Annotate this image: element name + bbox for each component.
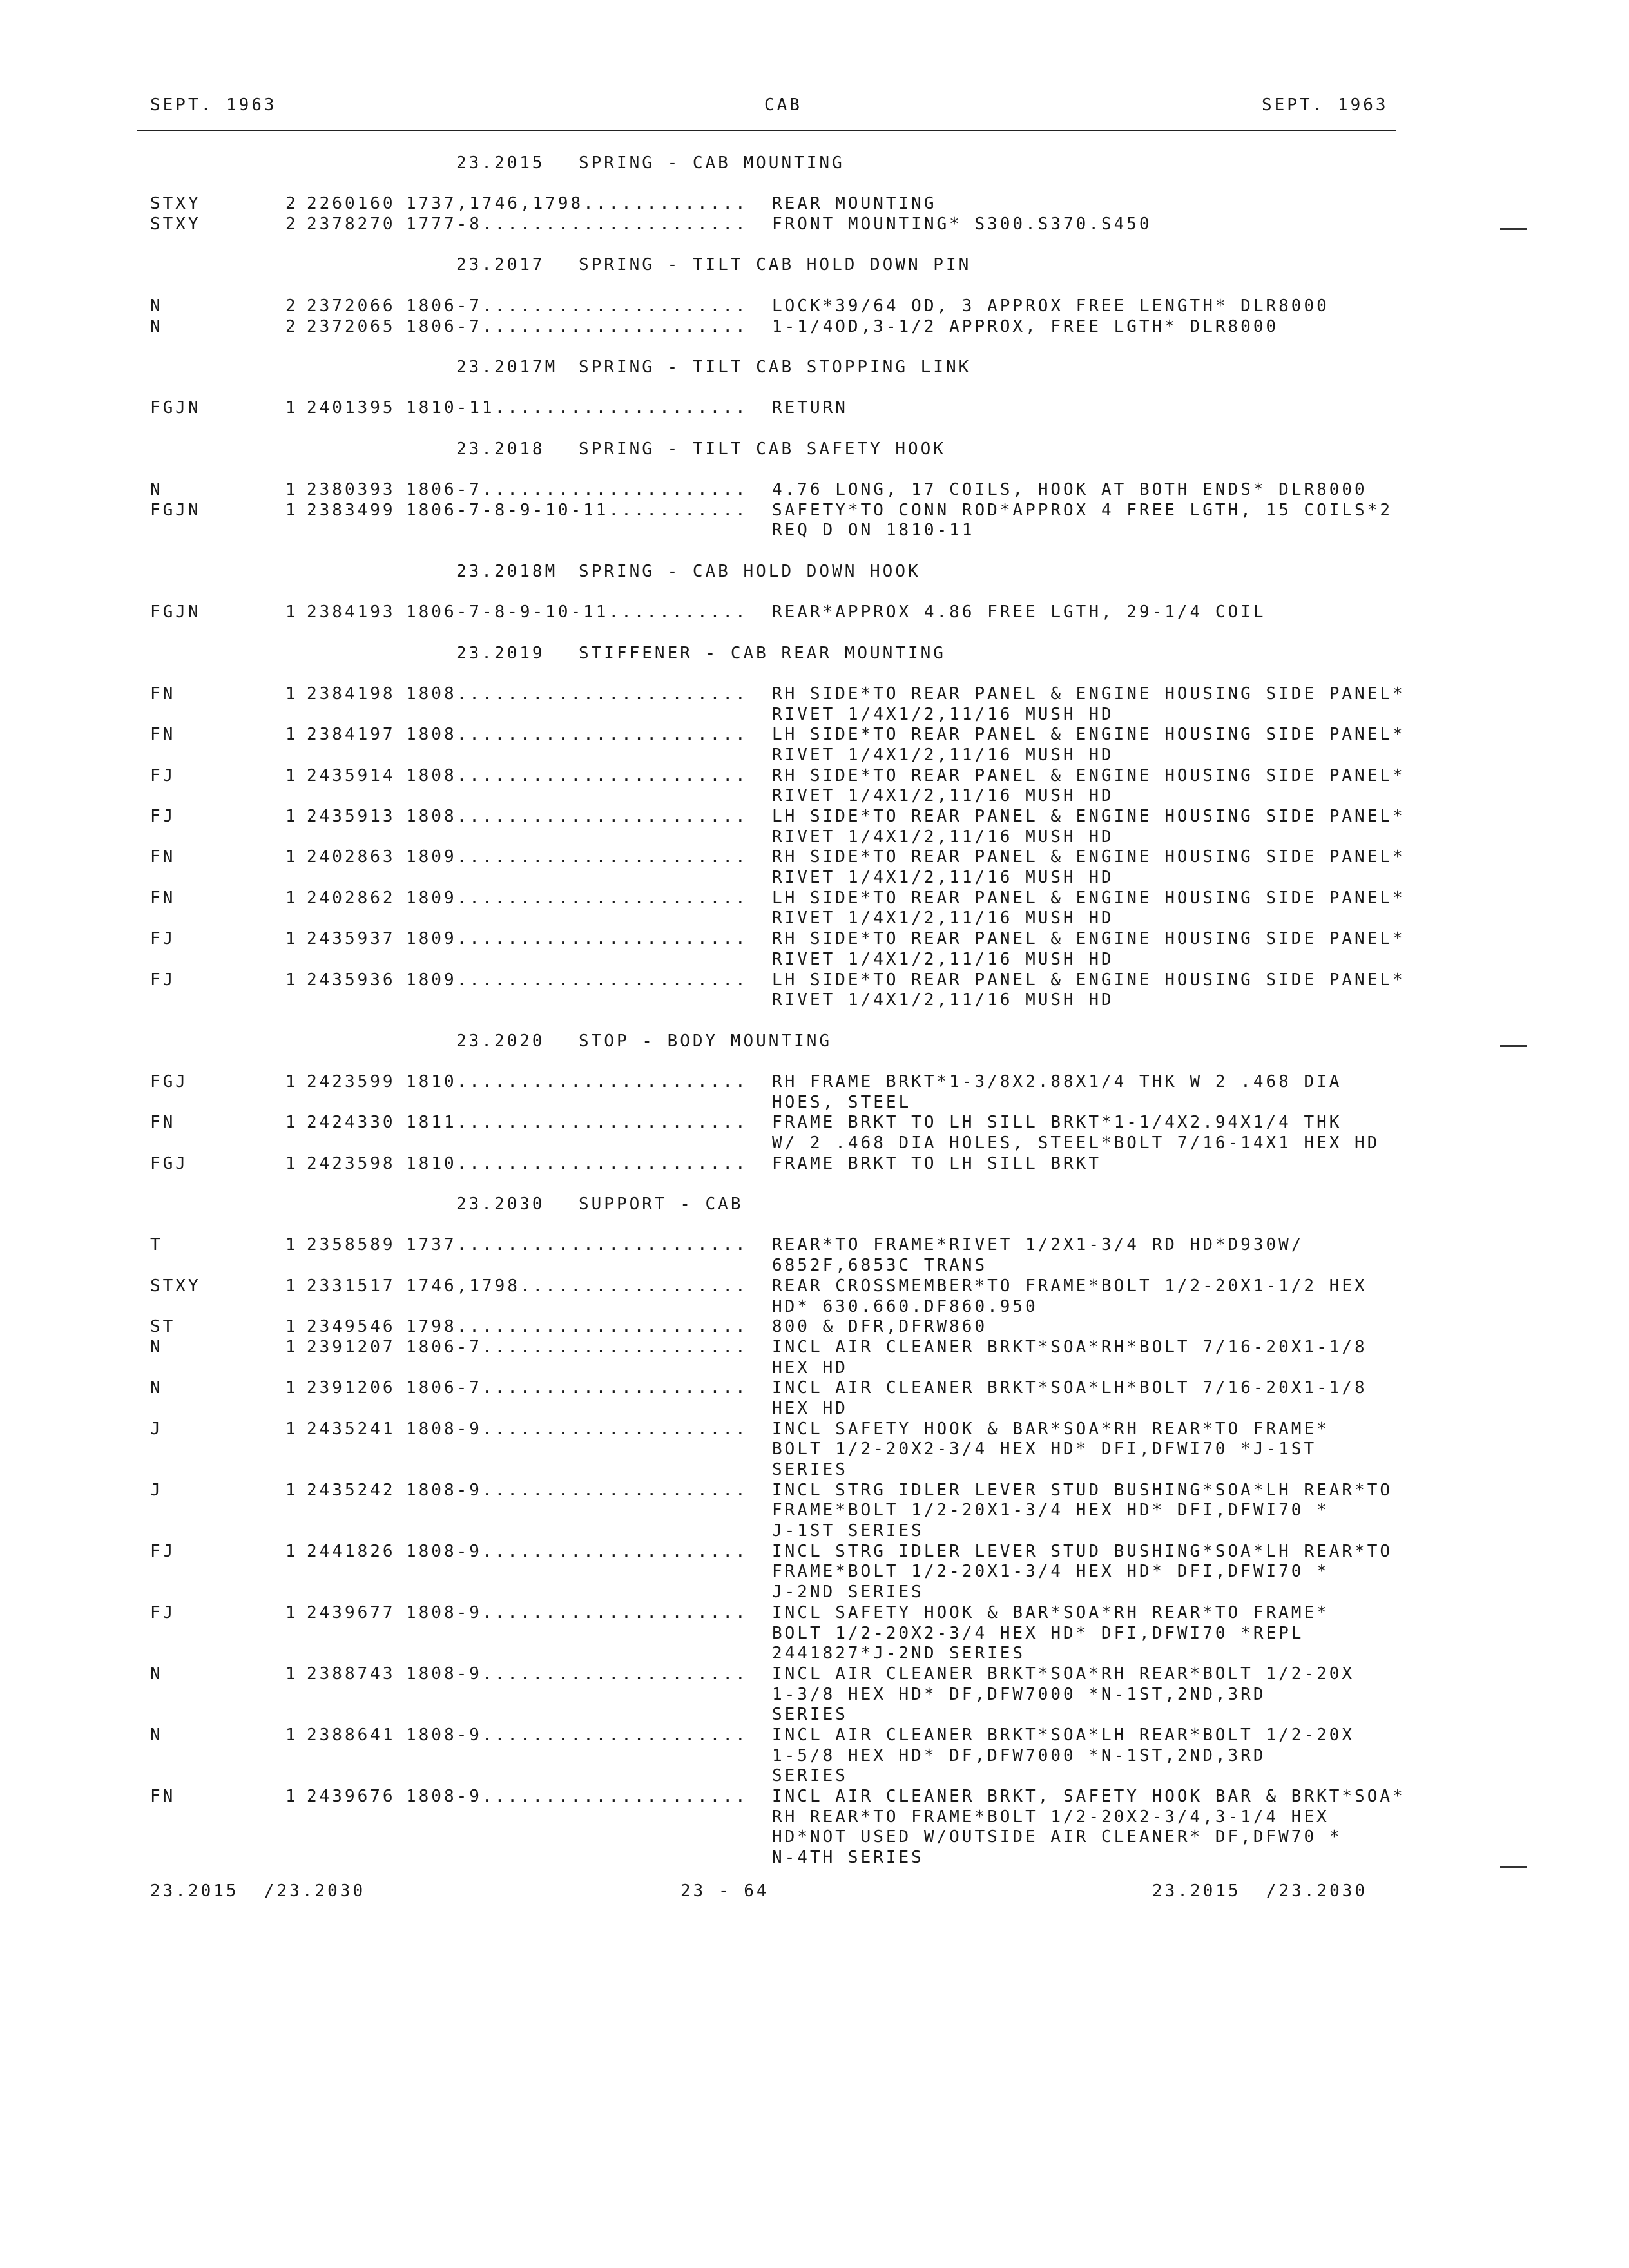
part-row [0,1154,1629,1175]
illustration-ref: 1808-9..................... [406,1725,748,1745]
section-title: SPRING - TILT CAB HOLD DOWN PIN [579,255,972,275]
part-description: INCL SAFETY HOOK & BAR*SOA*RH REAR*TO FRAME* [772,1602,1329,1622]
illustration-ref: 1809....................... [406,888,748,908]
part-number: 2435241 [307,1419,396,1439]
illustration-ref: 1806-7..................... [406,296,748,316]
illustration-ref: 1808-9..................... [406,1602,748,1622]
margin-mark [1500,228,1527,230]
section-title: STIFFENER - CAB REAR MOUNTING [579,643,946,663]
part-row-continuation [0,908,1629,929]
part-row-continuation [0,1297,1629,1318]
part-row-continuation [0,1358,1629,1379]
illustration-ref: 1809....................... [406,847,748,867]
section-title: SPRING - TILT CAB SAFETY HOOK [579,439,946,459]
applicability-code: FJ [150,929,176,949]
blank-line [0,174,1629,195]
section-title: SPRING - CAB HOLD DOWN HOOK [579,561,921,581]
illustration-ref: 1810....................... [406,1072,748,1091]
part-description: RIVET 1/4X1/2,11/16 MUSH HD [772,745,1114,765]
part-row [0,215,1629,235]
quantity: 1 [285,1153,298,1173]
part-description: RIVET 1/4X1/2,11/16 MUSH HD [772,868,1114,888]
quantity: 1 [285,1541,298,1561]
applicability-code: STXY [150,215,201,235]
part-number: 2402863 [307,847,396,867]
illustration-ref: 1806-7-8-9-10-11........... [406,500,748,520]
header-rule [137,130,1396,131]
applicability-code: FJ [150,765,176,785]
part-description: RH FRAME BRKT*1-3/8X2.88X1/4 THK W 2 .468 DIA [772,1072,1342,1091]
quantity: 1 [285,888,298,908]
part-description: LOCK*39/64 OD, 3 APPROX FREE LENGTH* DLR8000 [772,296,1329,316]
part-number: 2358589 [307,1235,396,1255]
part-row [0,684,1629,705]
part-row-continuation [0,1827,1629,1848]
section-number: 23.2020 [456,1031,545,1051]
part-number: 2423598 [307,1153,396,1173]
part-row-continuation [0,1766,1629,1787]
part-description: 2441827*J-2ND SERIES [772,1644,1026,1664]
blank-line [0,1174,1629,1195]
part-row-continuation [0,786,1629,807]
section-title: SPRING - TILT CAB STOPPING LINK [579,357,972,377]
part-description: REAR MOUNTING [772,194,937,214]
part-description: J-1ST SERIES [772,1521,924,1541]
illustration-ref: 1811....................... [406,1113,748,1133]
part-description: SERIES [772,1766,848,1786]
blank-line [0,419,1629,439]
applicability-code: FN [150,1787,176,1806]
illustration-ref: 1808....................... [406,807,748,826]
quantity: 1 [285,765,298,785]
quantity: 1 [285,1602,298,1622]
part-row-continuation [0,705,1629,726]
part-description: INCL AIR CLEANER BRKT, SAFETY HOOK BAR & BRKT*SOA* [772,1787,1405,1806]
applicability-code: N [150,296,163,316]
part-row [0,398,1629,419]
illustration-ref: 1737....................... [406,1235,748,1255]
illustration-ref: 1810-11.................... [406,398,748,418]
illustration-ref: 1809....................... [406,970,748,990]
part-description: RH SIDE*TO REAR PANEL & ENGINE HOUSING SIDE PANEL* [772,684,1405,704]
quantity: 2 [285,215,298,235]
applicability-code: FN [150,725,176,745]
quantity: 2 [285,296,298,316]
quantity: 1 [285,1317,298,1337]
applicability-code: STXY [150,194,201,214]
part-number: 2331517 [307,1276,396,1296]
part-description: REAR CROSSMEMBER*TO FRAME*BOLT 1/2-20X1-1/2 HEX [772,1276,1367,1296]
part-description: REQ D ON 1810-11 [772,521,975,541]
part-number: 2435936 [307,970,396,990]
part-description: FRAME BRKT TO LH SILL BRKT [772,1153,1101,1173]
part-description: REAR*TO FRAME*RIVET 1/2X1-3/4 RD HD*D930W/ [772,1235,1304,1255]
part-row [0,1072,1629,1093]
quantity: 1 [285,1480,298,1500]
part-row [0,194,1629,215]
part-number: 2435913 [307,807,396,826]
part-row [0,1481,1629,1501]
quantity: 1 [285,1378,298,1398]
part-description: 800 & DFR,DFRW860 [772,1317,988,1337]
quantity: 1 [285,684,298,704]
illustration-ref: 1808-9..................... [406,1419,748,1439]
illustration-ref: 1810....................... [406,1153,748,1173]
applicability-code: FJ [150,807,176,826]
part-description: BOLT 1/2-20X2-3/4 HEX HD* DFI,DFWI70 *REPL [772,1623,1304,1643]
part-row-continuation [0,1399,1629,1419]
part-description: RH SIDE*TO REAR PANEL & ENGINE HOUSING SIDE PANEL* [772,765,1405,785]
part-number: 2424330 [307,1113,396,1133]
part-row-continuation [0,1093,1629,1113]
section-number: 23.2019 [456,643,545,663]
illustration-ref: 1808-9..................... [406,1541,748,1561]
applicability-code: FN [150,888,176,908]
part-row-continuation [0,1439,1629,1460]
blank-line [0,1215,1629,1236]
part-description: 1-1/4OD,3-1/2 APPROX, FREE LGTH* DLR8000 [772,316,1279,336]
applicability-code: FJ [150,970,176,990]
part-row-continuation [0,827,1629,848]
part-number: 2435937 [307,929,396,949]
part-description: RETURN [772,398,848,418]
illustration-ref: 1737,1746,1798............. [406,194,748,214]
illustration-ref: 1808-9..................... [406,1480,748,1500]
applicability-code: FN [150,684,176,704]
part-row [0,1787,1629,1807]
part-row-continuation [0,1460,1629,1481]
quantity: 1 [285,1725,298,1745]
part-description: INCL AIR CLEANER BRKT*SOA*RH REAR*BOLT 1/2-20X [772,1664,1355,1684]
quantity: 1 [285,480,298,499]
section-number: 23.2017 [456,255,545,275]
section-heading [0,1032,1629,1052]
part-description: RH SIDE*TO REAR PANEL & ENGINE HOUSING SIDE PANEL* [772,929,1405,949]
part-row [0,501,1629,521]
part-row-continuation [0,1705,1629,1725]
blank-line [0,378,1629,399]
applicability-code: FN [150,1113,176,1133]
quantity: 1 [285,602,298,622]
illustration-ref: 1808-9..................... [406,1787,748,1806]
part-number: 2435914 [307,765,396,785]
part-number: 2391206 [307,1378,396,1398]
part-number: 2349546 [307,1317,396,1337]
part-description: HD*NOT USED W/OUTSIDE AIR CLEANER* DF,DFW70 * [772,1827,1342,1847]
part-description: LH SIDE*TO REAR PANEL & ENGINE HOUSING SIDE PANEL* [772,725,1405,745]
part-row-continuation [0,1624,1629,1644]
part-description: INCL AIR CLEANER BRKT*SOA*LH REAR*BOLT 1/2-20X [772,1725,1355,1745]
part-number: 2380393 [307,480,396,499]
part-description: 1-3/8 HEX HD* DF,DFW7000 *N-1ST,2ND,3RD [772,1684,1266,1704]
part-number: 2439676 [307,1787,396,1806]
part-number: 2384197 [307,725,396,745]
section-heading [0,255,1629,276]
part-description: HEX HD [772,1398,848,1418]
illustration-ref: 1809....................... [406,929,748,949]
section-title: STOP - BODY MOUNTING [579,1031,833,1051]
part-row [0,1113,1629,1133]
part-row-continuation [0,521,1629,541]
part-number: 2388641 [307,1725,396,1745]
applicability-code: N [150,1725,163,1745]
section-number: 23.2015 [456,153,545,173]
part-row [0,1378,1629,1399]
part-description: BOLT 1/2-20X2-3/4 HEX HD* DFI,DFWI70 *J-1ST [772,1439,1317,1459]
part-number: 2383499 [307,500,396,520]
blank-line [0,459,1629,480]
margin-mark [1500,1045,1527,1047]
applicability-code: FGJN [150,602,201,622]
part-row-continuation [0,1501,1629,1521]
part-row-continuation [0,1133,1629,1154]
applicability-code: FJ [150,1541,176,1561]
part-description: INCL AIR CLEANER BRKT*SOA*RH*BOLT 7/16-20X1-1/8 [772,1337,1367,1357]
part-description: LH SIDE*TO REAR PANEL & ENGINE HOUSING SIDE PANEL* [772,888,1405,908]
part-number: 2260160 [307,194,396,214]
part-number: 2435242 [307,1480,396,1500]
quantity: 1 [285,1276,298,1296]
part-description: HOES, STEEL [772,1092,912,1112]
section-heading [0,1195,1629,1215]
part-row [0,1235,1629,1256]
blank-line [0,235,1629,256]
section-heading [0,358,1629,378]
part-row [0,1419,1629,1440]
part-description: RIVET 1/4X1/2,11/16 MUSH HD [772,704,1114,724]
blank-line [0,276,1629,296]
section-number: 23.2018M [456,561,558,581]
illustration-ref: 1806-7..................... [406,480,748,499]
part-description: SERIES [772,1460,848,1479]
part-row [0,480,1629,501]
quantity: 1 [285,970,298,990]
part-row [0,889,1629,909]
footer-range-left: 23.2015 /23.2030 [150,1881,366,1901]
part-description: RIVET 1/4X1/2,11/16 MUSH HD [772,908,1114,928]
part-row-continuation [0,1848,1629,1869]
part-description: FRAME*BOLT 1/2-20X1-3/4 HEX HD* DFI,DFWI70 * [772,1501,1329,1521]
quantity: 1 [285,929,298,949]
section-heading [0,153,1629,174]
applicability-code: J [150,1480,163,1500]
part-description: INCL SAFETY HOOK & BAR*SOA*RH REAR*TO FRAME* [772,1419,1329,1439]
part-row-continuation [0,868,1629,889]
part-row-continuation [0,950,1629,970]
part-description: FRAME*BOLT 1/2-20X1-3/4 HEX HD* DFI,DFWI70 * [772,1562,1329,1582]
header-date-left: SEPT. 1963 [150,95,277,115]
part-row [0,1664,1629,1685]
part-number: 2402862 [307,888,396,908]
part-description: 6852F,6853C TRANS [772,1256,988,1276]
part-row [0,970,1629,991]
part-description: HEX HD [772,1358,848,1378]
part-row [0,296,1629,317]
footer-range-right: 23.2015 /23.2030 [1152,1881,1368,1901]
part-description: LH SIDE*TO REAR PANEL & ENGINE HOUSING SIDE PANEL* [772,807,1405,826]
blank-line [0,1011,1629,1032]
part-row [0,1317,1629,1338]
part-row-continuation [0,1582,1629,1603]
applicability-code: ST [150,1317,176,1337]
applicability-code: N [150,1337,163,1357]
part-row [0,602,1629,623]
part-description: RIVET 1/4X1/2,11/16 MUSH HD [772,990,1114,1010]
section-title: SUPPORT - CAB [579,1195,744,1215]
section-number: 23.2017M [456,357,558,377]
applicability-code: N [150,316,163,336]
section-heading [0,562,1629,582]
quantity: 1 [285,1235,298,1255]
applicability-code: FGJ [150,1072,188,1091]
part-description: N-4TH SERIES [772,1848,924,1868]
part-row [0,929,1629,950]
part-row [0,1725,1629,1746]
blank-line [0,337,1629,358]
part-row-continuation [0,745,1629,766]
illustration-ref: 1808....................... [406,765,748,785]
part-description: REAR*APPROX 4.86 FREE LGTH, 29-1/4 COIL [772,602,1266,622]
part-row [0,1276,1629,1297]
section-number: 23.2030 [456,1195,545,1215]
part-row-continuation [0,990,1629,1011]
illustration-ref: 1806-7-8-9-10-11........... [406,602,748,622]
quantity: 1 [285,725,298,745]
part-number: 2378270 [307,215,396,235]
part-number: 2388743 [307,1664,396,1684]
illustration-ref: 1746,1798.................. [406,1276,748,1296]
part-number: 2372066 [307,296,396,316]
quantity: 1 [285,807,298,826]
part-row [0,1603,1629,1624]
section-number: 23.2018 [456,439,545,459]
illustration-ref: 1808-9..................... [406,1664,748,1684]
part-row [0,317,1629,338]
part-description: LH SIDE*TO REAR PANEL & ENGINE HOUSING SIDE PANEL* [772,970,1405,990]
part-row-continuation [0,1562,1629,1582]
part-row-continuation [0,1685,1629,1706]
part-description: RH REAR*TO FRAME*BOLT 1/2-20X2-3/4,3-1/4 HEX [772,1807,1329,1827]
applicability-code: N [150,1664,163,1684]
quantity: 1 [285,1113,298,1133]
illustration-ref: 1808....................... [406,684,748,704]
blank-line [0,582,1629,602]
applicability-code: STXY [150,1276,201,1296]
quantity: 1 [285,1664,298,1684]
part-number: 2384198 [307,684,396,704]
part-description: 1-5/8 HEX HD* DF,DFW7000 *N-1ST,2ND,3RD [772,1745,1266,1765]
applicability-code: J [150,1419,163,1439]
part-description: RIVET 1/4X1/2,11/16 MUSH HD [772,949,1114,969]
illustration-ref: 1798....................... [406,1317,748,1337]
section-heading [0,439,1629,460]
margin-mark [1500,1866,1527,1868]
section-title: SPRING - CAB MOUNTING [579,153,845,173]
part-description: FRONT MOUNTING* S300.S370.S450 [772,215,1152,235]
quantity: 1 [285,1072,298,1091]
applicability-code: FGJ [150,1153,188,1173]
part-description: RIVET 1/4X1/2,11/16 MUSH HD [772,827,1114,847]
blank-line [0,1052,1629,1072]
part-description: RH SIDE*TO REAR PANEL & ENGINE HOUSING SIDE PANEL* [772,847,1405,867]
part-row-continuation [0,1521,1629,1542]
part-row [0,1338,1629,1358]
applicability-code: T [150,1235,163,1255]
part-row-continuation [0,1746,1629,1767]
part-row [0,1542,1629,1562]
quantity: 1 [285,1419,298,1439]
part-number: 2391207 [307,1337,396,1357]
part-description: W/ 2 .468 DIA HOLES, STEEL*BOLT 7/16-14X1 HEX HD [772,1133,1380,1153]
part-description: J-2ND SERIES [772,1582,924,1602]
part-number: 2439677 [307,1602,396,1622]
header-title: CAB [764,95,802,115]
part-row-continuation [0,1256,1629,1276]
quantity: 1 [285,500,298,520]
quantity: 1 [285,398,298,418]
part-row-continuation [0,1807,1629,1828]
blank-line [0,541,1629,562]
quantity: 1 [285,847,298,867]
quantity: 1 [285,1337,298,1357]
applicability-code: N [150,1378,163,1398]
applicability-code: FGJN [150,500,201,520]
page-number: 23 - 64 [680,1881,769,1901]
illustration-ref: 1777-8..................... [406,215,748,235]
part-row [0,847,1629,868]
header-date-right: SEPT. 1963 [1262,95,1389,115]
part-number: 2401395 [307,398,396,418]
part-description: HD* 630.660.DF860.950 [772,1296,1038,1316]
part-description: INCL STRG IDLER LEVER STUD BUSHING*SOA*LH REAR*TO [772,1541,1393,1561]
applicability-code: FJ [150,1602,176,1622]
quantity: 2 [285,194,298,214]
part-number: 2423599 [307,1072,396,1091]
part-row [0,766,1629,787]
illustration-ref: 1806-7..................... [406,1337,748,1357]
part-description: FRAME BRKT TO LH SILL BRKT*1-1/4X2.94X1/4 THK [772,1113,1342,1133]
part-number: 2441826 [307,1541,396,1561]
blank-line [0,623,1629,644]
applicability-code: FN [150,847,176,867]
section-heading [0,644,1629,664]
part-description: INCL STRG IDLER LEVER STUD BUSHING*SOA*LH REAR*TO [772,1480,1393,1500]
part-number: 2372065 [307,316,396,336]
part-description: SERIES [772,1705,848,1725]
blank-line [0,664,1629,684]
illustration-ref: 1806-7..................... [406,316,748,336]
part-row-continuation [0,1644,1629,1664]
part-description: INCL AIR CLEANER BRKT*SOA*LH*BOLT 7/16-20X1-1/8 [772,1378,1367,1398]
part-description: RIVET 1/4X1/2,11/16 MUSH HD [772,786,1114,806]
part-description: 4.76 LONG, 17 COILS, HOOK AT BOTH ENDS* DLR8000 [772,480,1367,499]
part-row [0,807,1629,827]
parts-list [0,153,1629,1869]
applicability-code: N [150,480,163,499]
part-number: 2384193 [307,602,396,622]
part-row [0,725,1629,745]
illustration-ref: 1808....................... [406,725,748,745]
part-description: SAFETY*TO CONN ROD*APPROX 4 FREE LGTH, 15 COILS*2 [772,500,1393,520]
quantity: 1 [285,1787,298,1806]
quantity: 2 [285,316,298,336]
illustration-ref: 1806-7..................... [406,1378,748,1398]
applicability-code: FGJN [150,398,201,418]
